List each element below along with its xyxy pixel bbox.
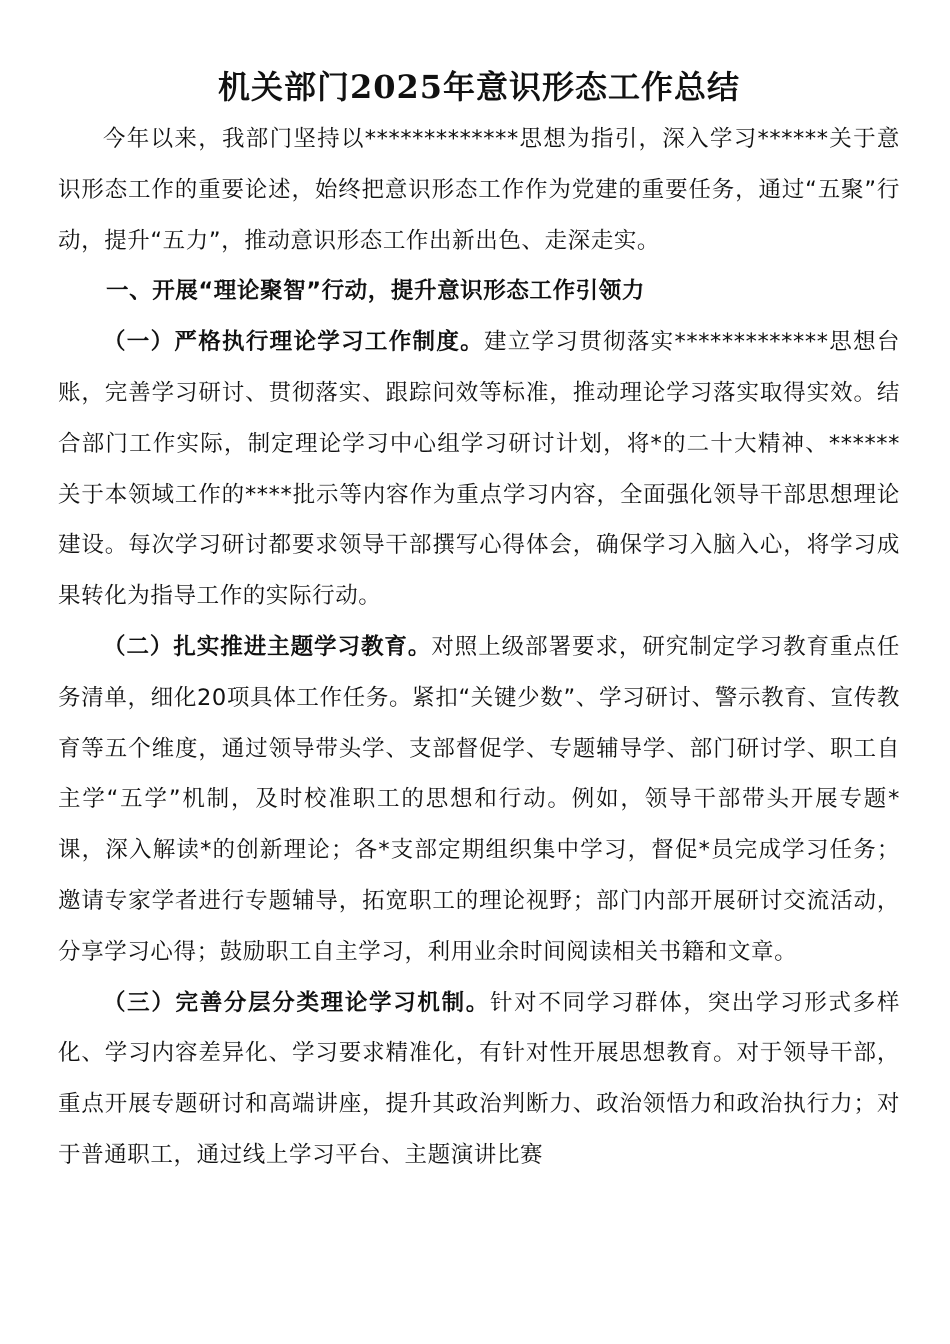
item-body-3: 针对不同学习群体，突出学习形式多样化、学习内容差异化、学习要求精准化，有针对性开展思想教育。对于领导干部，重点开展专题研讨和高端讲座，提升其政治判断力、政治领悟力和政治执行力；对于普通职工，通过线上学习平台、主题演讲比赛 — [58, 989, 900, 1168]
item-body-1: 建立学习贯彻落实*************思想台账，完善学习研讨、贯彻落实、跟踪问效等标准，推动理论学习落实取得实效。结合部门工作实际，制定理论学习中心组学习研讨计划，将*的二十大精神、******关于本领域工作的****批示等内容作为重点学习内容，全面强化领导干部思想理论建设。每次学习研讨都要求领导干部撰写心得体会，确保学习入脑入心，将学习成果转化为指导工作的实际行动。 — [58, 329, 900, 610]
item-lead-1: （一）严格执行理论学习工作制度。 — [103, 329, 484, 356]
document-title: 机关部门2025年意识形态工作总结 — [217, 68, 741, 106]
document-page — [58, 62, 900, 1181]
item-paragraph-2 — [58, 622, 900, 978]
intro-paragraph: 今年以来，我部门坚持以*************思想为指引，深入学习******关于意识形态工作的重要论述，始终把意识形态工作作为党建的重要任务，通过“五聚”行动，提升“五力”，推动意识形态工作出新出色、走深走实。 — [58, 126, 900, 254]
item-paragraph-3 — [58, 978, 900, 1181]
item-lead-3: （三）完善分层分类理论学习机制。 — [103, 989, 490, 1016]
item-paragraph-1 — [58, 317, 900, 622]
section-heading-1: 一、开展“理论聚智”行动，提升意识形态工作引领力 — [106, 278, 645, 305]
item-body-2: 对照上级部署要求，研究制定学习教育重点任务清单，细化20项具体工作任务。紧扣“关键少数”、学习研讨、警示教育、宣传教育等五个维度，通过领导带头学、支部督促学、专题辅导学、部门研讨学、职工自主学“五学”机制，及时校准职工的思想和行动。例如，领导干部带头开展专题*课，深入解读*的创新理论；各*支部定期组织集中学习，督促*员完成学习任务；邀请专家学者进行专题辅导，拓宽职工的理论视野；部门内部开展研讨交流活动，分享学习心得；鼓励职工自主学习，利用业余时间阅读相关书籍和文章。 — [58, 633, 900, 965]
item-lead-2: （二）扎实推进主题学习教育。 — [103, 633, 432, 660]
